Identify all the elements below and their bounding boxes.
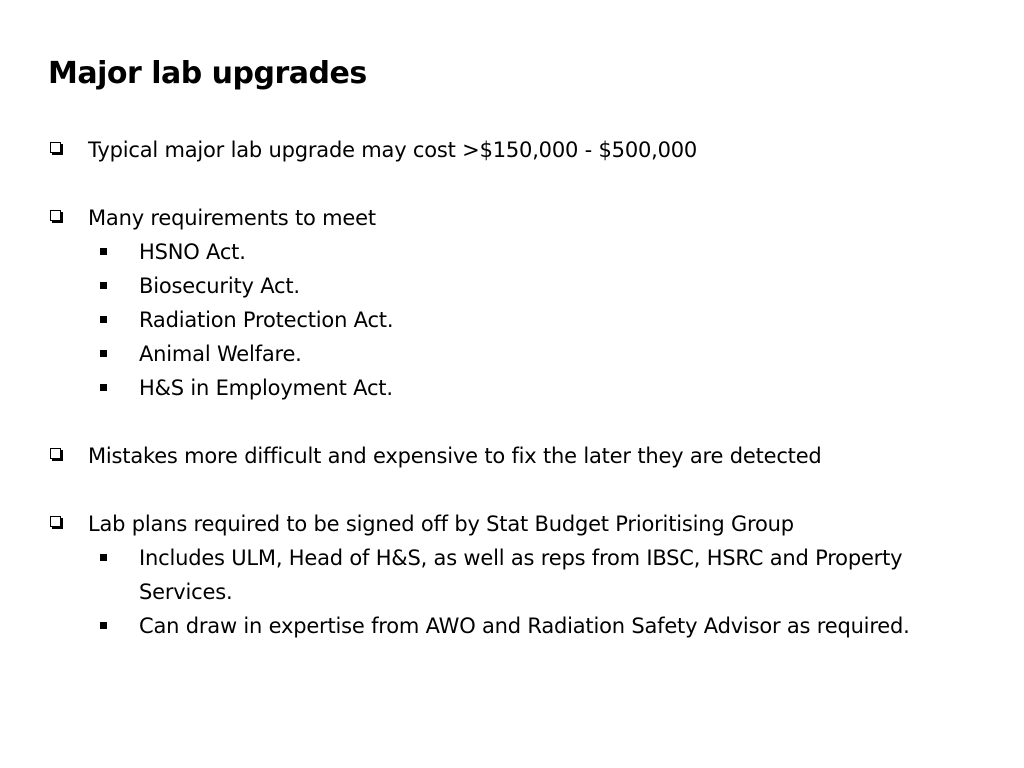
sub-bullet-text: Can draw in expertise from AWO and Radiation Safety Advisor as required.	[139, 614, 910, 638]
sub-bullet-text: Radiation Protection Act.	[139, 308, 394, 332]
sub-bullet-text: Includes ULM, Head of H&S, as well as reps from IBSC, HSRC and Property Services.	[139, 546, 903, 604]
sub-bullet-item	[48, 235, 948, 269]
bullet-item	[48, 201, 948, 235]
sub-bullet-item	[48, 371, 948, 405]
square-bullet-icon	[100, 248, 107, 255]
checkbox-bullet-icon	[50, 516, 61, 527]
sub-bullet-text: H&S in Employment Act.	[139, 376, 393, 400]
square-bullet-icon	[100, 350, 107, 357]
sub-bullet-text: HSNO Act.	[139, 240, 246, 264]
checkbox-bullet-icon	[50, 210, 61, 221]
sub-bullet-item	[48, 337, 948, 371]
sub-bullet-item	[48, 269, 948, 303]
sub-bullet-item	[48, 541, 948, 609]
bullet-item	[48, 133, 948, 167]
square-bullet-icon	[100, 282, 107, 289]
bullet-text: Mistakes more difficult and expensive to fix the later they are detected	[88, 444, 822, 468]
square-bullet-icon	[100, 384, 107, 391]
sub-bullet-text: Biosecurity Act.	[139, 274, 300, 298]
square-bullet-icon	[100, 622, 107, 629]
bullet-text: Typical major lab upgrade may cost >$150,000 - $500,000	[88, 138, 698, 162]
bullet-list	[48, 133, 948, 643]
bullet-text: Many requirements to meet	[88, 206, 376, 230]
bullet-item	[48, 439, 948, 473]
slide-title: Major lab upgrades	[48, 56, 367, 91]
sub-bullet-text: Animal Welfare.	[139, 342, 302, 366]
bullet-text: Lab plans required to be signed off by Stat Budget Prioritising Group	[88, 512, 794, 536]
bullet-item	[48, 507, 948, 541]
square-bullet-icon	[100, 316, 107, 323]
sub-bullet-item	[48, 609, 948, 643]
checkbox-bullet-icon	[50, 448, 61, 459]
square-bullet-icon	[100, 554, 107, 561]
sub-bullet-item	[48, 303, 948, 337]
checkbox-bullet-icon	[50, 142, 61, 153]
